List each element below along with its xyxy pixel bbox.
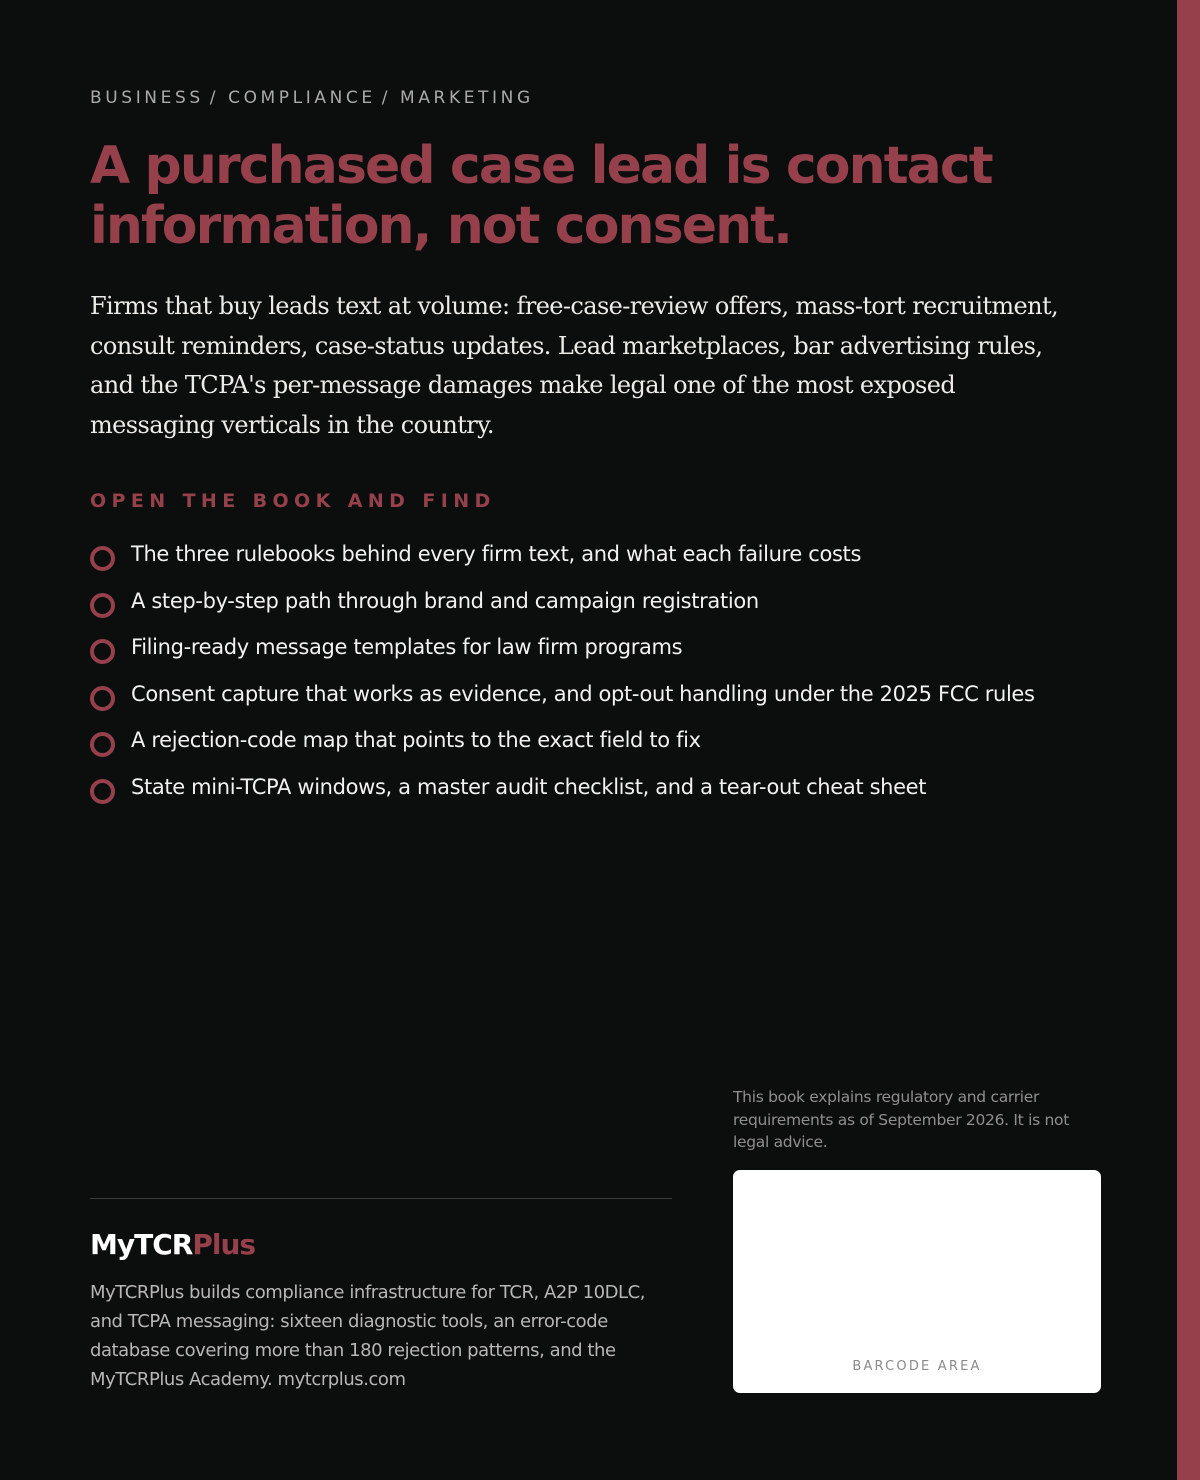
brand-name-part: MyTCR [90, 1228, 193, 1261]
list-item [90, 538, 1110, 570]
barcode-area [733, 1170, 1101, 1393]
ring-bullet-icon [90, 546, 115, 571]
legal-disclaimer: This book explains regulatory and carrier requirements as of September 2026. It is not legal advice. [733, 1088, 1069, 1151]
intro-paragraph: Firms that buy leads text at volume: free-case-review offers, mass-tort recruitment, consult reminders, case-status updates. Lead marketplaces, bar advertising rules, and the TCPA's per-message damages make legal one of the most exposed messaging verticals in the country. [90, 292, 1059, 439]
barcode-label: BARCODE AREA [852, 1359, 982, 1374]
list-item-text: Filing-ready message templates for law firm programs [131, 635, 683, 659]
list-item-text: A step-by-step path through brand and campaign registration [131, 588, 759, 613]
list-item [90, 678, 1110, 710]
brand-name-accent: Plus [192, 1228, 256, 1261]
section-label: OPEN THE BOOK AND FIND [90, 490, 496, 512]
breadcrumb-separator: / [381, 88, 392, 108]
accent-edge-bar [1177, 0, 1200, 1480]
ring-bullet-icon [90, 593, 115, 618]
list-item [90, 724, 1110, 756]
headline: A purchased case lead is contact information, not consent. [90, 136, 992, 256]
breadcrumb [90, 88, 534, 108]
about-publisher: MyTCRPlus builds compliance infrastructure for TCR, A2P 10DLC, and TCPA messaging: sixteen diagnostic tools, an error-code database covering more than 180 rejection patterns, and the MyTCRPlus Academy. mytcrplus.com [90, 1282, 645, 1390]
ring-bullet-icon [90, 686, 115, 711]
list-item-text: Consent capture that works as evidence, and opt-out handling under the 2025 FCC rules [131, 681, 1035, 706]
brand-logo [90, 1228, 255, 1261]
breadcrumb-item-compliance: COMPLIANCE [228, 88, 376, 108]
ring-bullet-icon [90, 639, 115, 664]
list-item-text: The three rulebooks behind every firm text, and what each failure costs [131, 542, 862, 566]
breadcrumb-separator: / [209, 88, 220, 108]
divider [90, 1198, 672, 1199]
list-item [90, 585, 1110, 617]
breadcrumb-item-business: BUSINESS [90, 88, 204, 108]
list-item-text: State mini-TCPA windows, a master audit checklist, and a tear-out cheat sheet [131, 774, 927, 799]
ring-bullet-icon [90, 779, 115, 804]
list-item [90, 631, 1110, 663]
list-item [90, 771, 1110, 803]
list-item-text: A rejection-code map that points to the exact field to fix [131, 728, 701, 752]
breadcrumb-item-marketing: MARKETING [400, 88, 534, 108]
ring-bullet-icon [90, 732, 115, 757]
find-list [90, 538, 1110, 817]
